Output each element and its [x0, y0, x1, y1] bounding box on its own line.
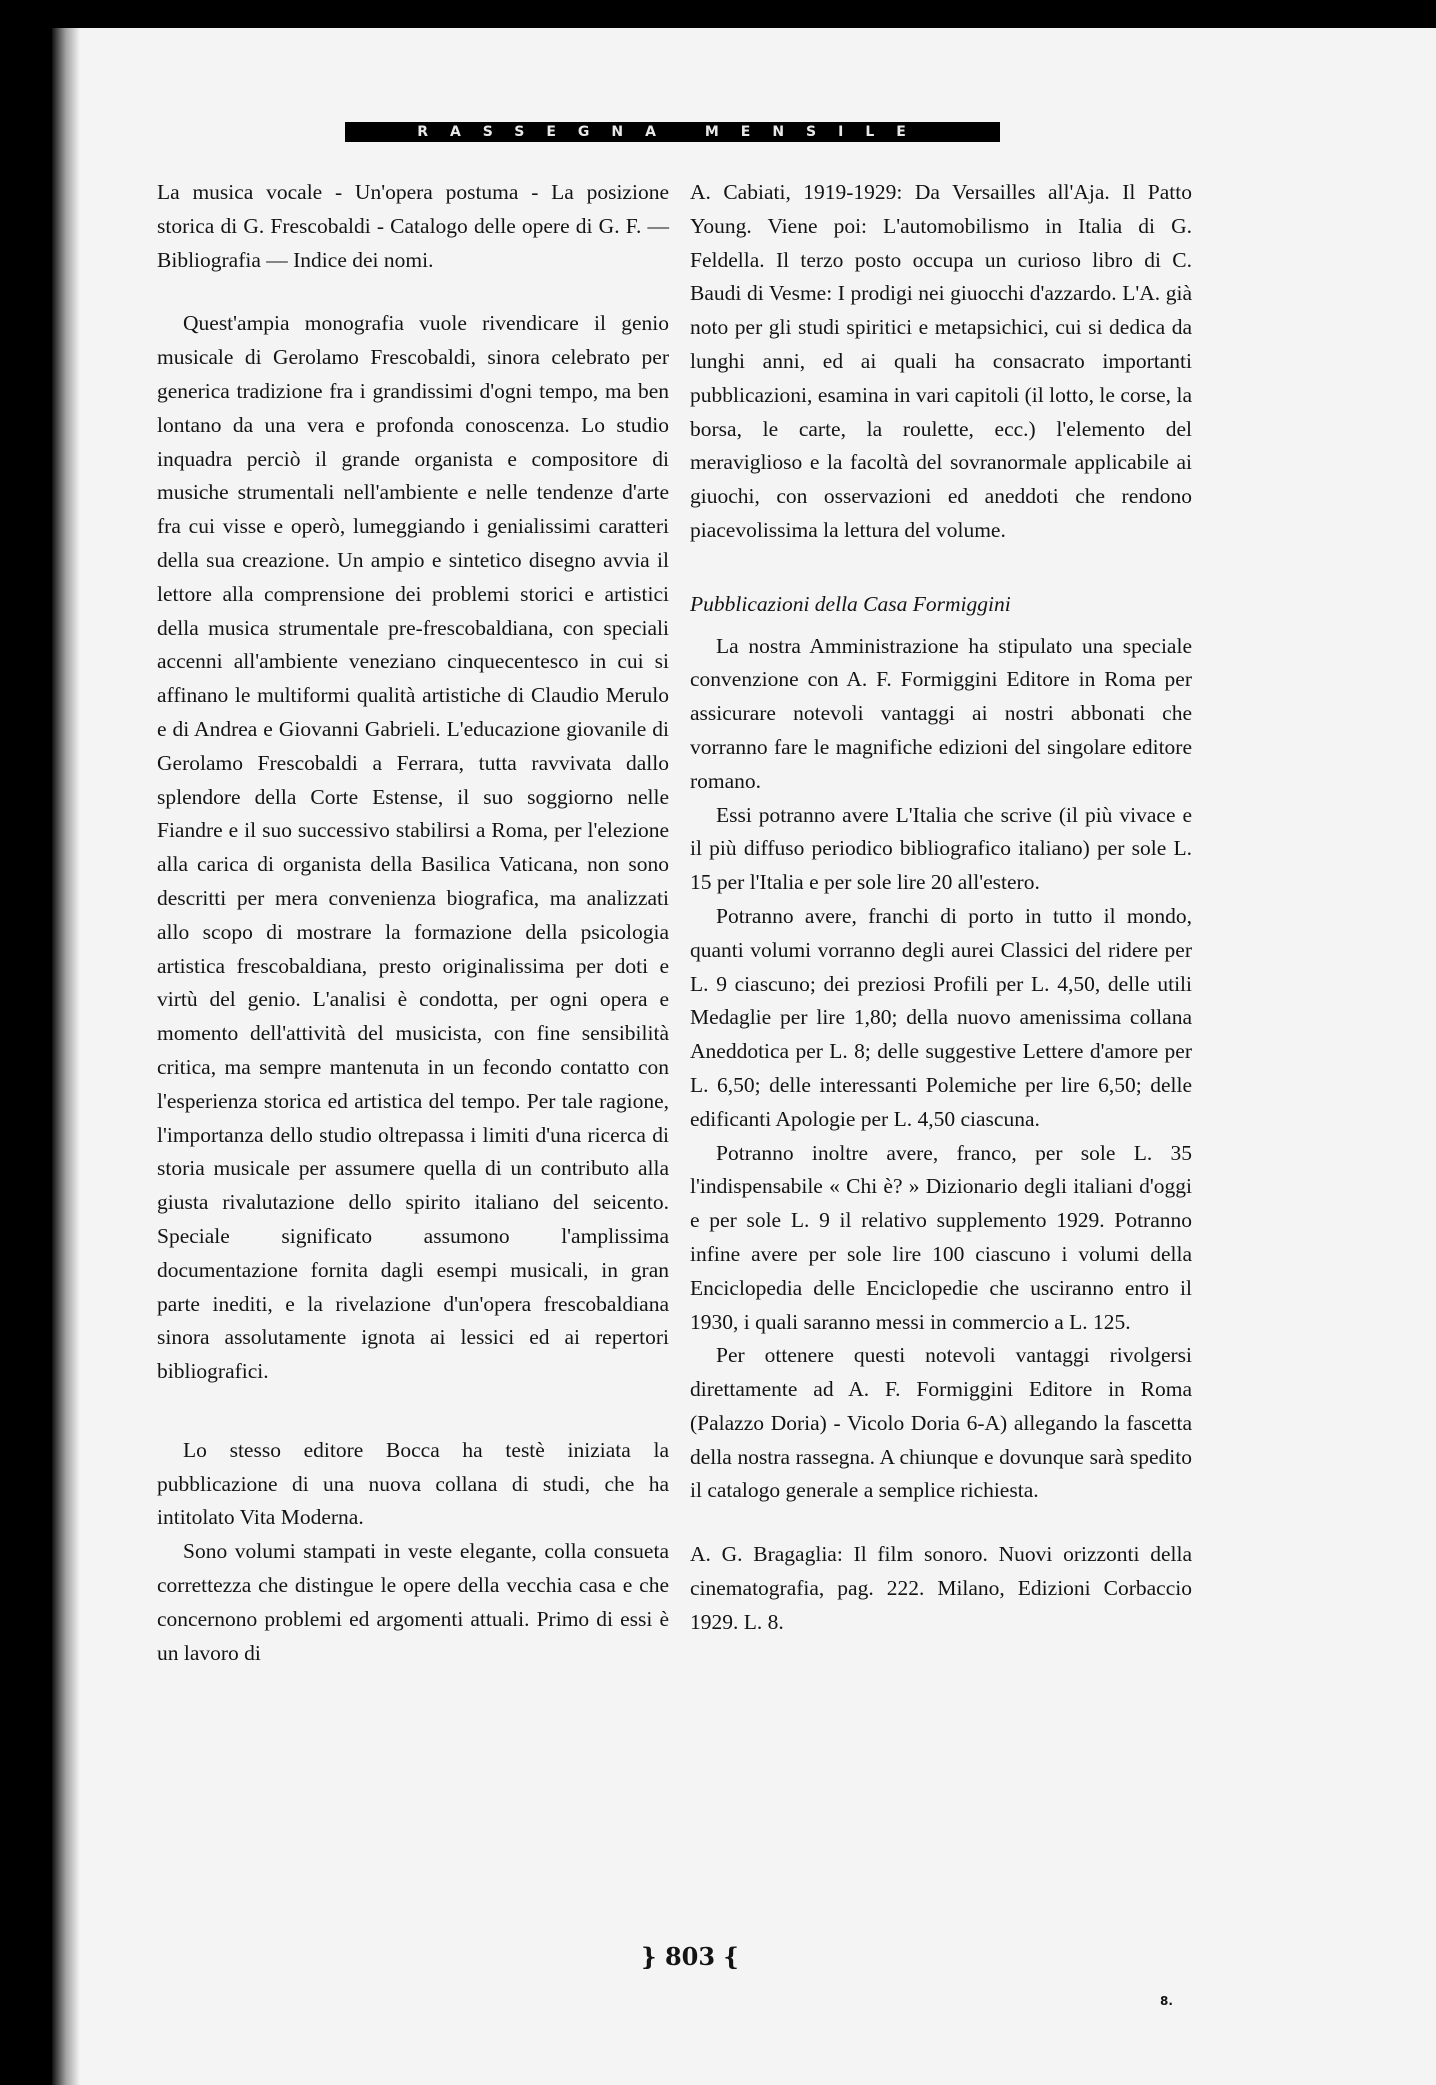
- formiggini-paragraph-1: La nostra Amministrazione ha stipulato una speciale convenzione con A. F. Formiggini Editore in Roma per assicurare notevoli vantaggi ai nostri abbonati che vorranno fare le magnifiche edizioni del singolare editore romano.: [690, 633, 1192, 793]
- page-number: [640, 1942, 740, 1971]
- folio-left-ornament: }: [641, 1942, 657, 1971]
- folio-right-ornament: {: [723, 1942, 739, 1971]
- folio-number: 803: [664, 1942, 716, 1971]
- volumes-paragraph: Sono volumi stampati in veste elegante, colla consueta correttezza che distingue le opere della vecchia casa e che concernono problemi ed argomenti attuali. Primo di essi è un lavoro di: [157, 1539, 669, 1665]
- binding-shadow: [52, 28, 80, 2085]
- bragaglia-entry: A. G. Bragaglia: Il film sonoro. Nuovi orizzonti della cinematografia, pag. 222. Milano, Edizioni Corbaccio 1929. L. 8.: [690, 1542, 1192, 1634]
- formiggini-paragraph-2: Essi potranno avere L'Italia che scrive (il più vivace e il più diffuso periodico bibliografico italiano) per sole L. 15 per l'Italia e per sole lire 20 all'estero.: [690, 802, 1192, 895]
- contents-summary: La musica vocale - Un'opera postuma - La posizione storica di G. Frescobaldi - Catalogo delle opere di G. F. — Bibliografia — Indice dei nomi.: [157, 180, 669, 272]
- formiggini-paragraph-5: Per ottenere questi notevoli vantaggi rivolgersi direttamente ad A. F. Formiggini Editore in Roma (Palazzo Doria) - Vicolo Doria 6-A) allegando la fascetta della nostra rassegna. A chiunque e dovunque sarà spedito il catalogo generale a semplice richiesta.: [690, 1343, 1192, 1503]
- section-heading: Pubblicazioni della Casa Formiggini: [690, 591, 1011, 616]
- running-header: RASSEGNA MENSILE: [345, 122, 1000, 142]
- right-column: [690, 176, 1192, 1640]
- review-paragraph: Quest'ampia monografia vuole rivendicare il genio musicale di Gerolamo Frescobaldi, sinora celebrato per generica tradizione fra i grandissimi d'ogni tempo, ma ben lontano da una vera e profonda conoscenza. Lo studio inquadra perciò il grande organista e compositore di musiche strumentali nell'ambiente e nelle tendenze d'arte fra cui visse e operò, lumeggiando i genialissimi caratteri della sua creazione. Un ampio e sintetico disegno avvia il lettore alla comprensione dei problemi storici e artistici della musica strumentale pre-frescobaldiana, con speciali accenni all'ambiente veneziano cinquecentesco in cui si affinano le multiformi qualità artistiche di Claudio Merulo e di Andrea e Giovanni Gabrieli. L'educazione giovanile di Gerolamo Frescobaldi a Ferrara, tutta ravvivata dallo splendore della Corte Estense, il suo soggiorno nelle Fiandre e il suo successivo stabilirsi a Roma, per l'elezione alla carica di organista della Basilica Vaticana, non sono descritti per mera convenienza biografica, ma analizzati allo scopo di mostrare la formazione della psicologia artistica frescobaldiana, presto originalissima per doti e virtù del genio. L'analisi è condotta, per ogni opera e momento dell'attività del musicista, con fine sensibilità critica, ma sempre mantenuta in un fecondo contatto con l'esperienza storica ed artistica del tempo. Per tale ragione, l'importanza dello studio oltrepassa i limiti d'una ricerca di storia musicale per assumere quella di un contributo alla giusta rivalutazione dello spirito italiano del seicento. Speciale significato assumono l'amplissima documentazione fornita dagli esempi musicali, in gran parte inediti, e la rivelazione d'un'opera frescobaldiana sinora assolutamente ignota ai lessici ed ai repertori bibliografici.: [157, 311, 669, 1384]
- signature-mark: 8.: [1160, 1994, 1173, 2008]
- left-column: [157, 176, 669, 1670]
- formiggini-paragraph-4: Potranno inoltre avere, franco, per sole L. 35 l'indispensabile « Chi è? » Dizionario degli italiani d'oggi e per sole L. 9 il relativo supplemento 1929. Potranno infine avere per sole lire 100 ciascuno i volumi della Enciclopedia delle Enciclopedie che usciranno entro il 1930, i quali saranno messi in commercio a L. 125.: [690, 1140, 1192, 1334]
- cabiati-paragraph: A. Cabiati, 1919-1929: Da Versailles all'Aja. Il Patto Young. Viene poi: L'automobilismo in Italia di G. Feldella. Il terzo posto occupa un curioso libro di C. Baudi di Vesme: I prodigi nei giuocchi d'azzardo. L'A. già noto per gli studi spiritici e metapsichici, cui si dedica da lunghi anni, ed ai quali ha consacrato importanti pubblicazioni, esamina in vari capitoli (il lotto, le corse, la borsa, le carte, la roulette, ecc.) l'elemento del meraviglioso e la facoltà del sovranormale applicabile ai giuochi, con osservazioni ed aneddoti che rendono piacevolissima la lettura del volume.: [690, 180, 1192, 542]
- formiggini-paragraph-3: Potranno avere, franchi di porto in tutto il mondo, quanti volumi vorranno degli aurei Classici del ridere per L. 9 ciascuno; dei preziosi Profili per L. 4,50, delle utili Medaglie per lire 1,80; della nuovo amenissima collana Aneddotica per L. 8; delle suggestive Lettere d'amore per L. 6,50; delle interessanti Polemiche per lire 6,50; delle edificanti Apologie per L. 4,50 ciascuna.: [690, 903, 1192, 1131]
- bocca-series-paragraph: Lo stesso editore Bocca ha testè iniziata la pubblicazione di una nuova collana di studi, che ha intitolato Vita Moderna.: [157, 1437, 669, 1530]
